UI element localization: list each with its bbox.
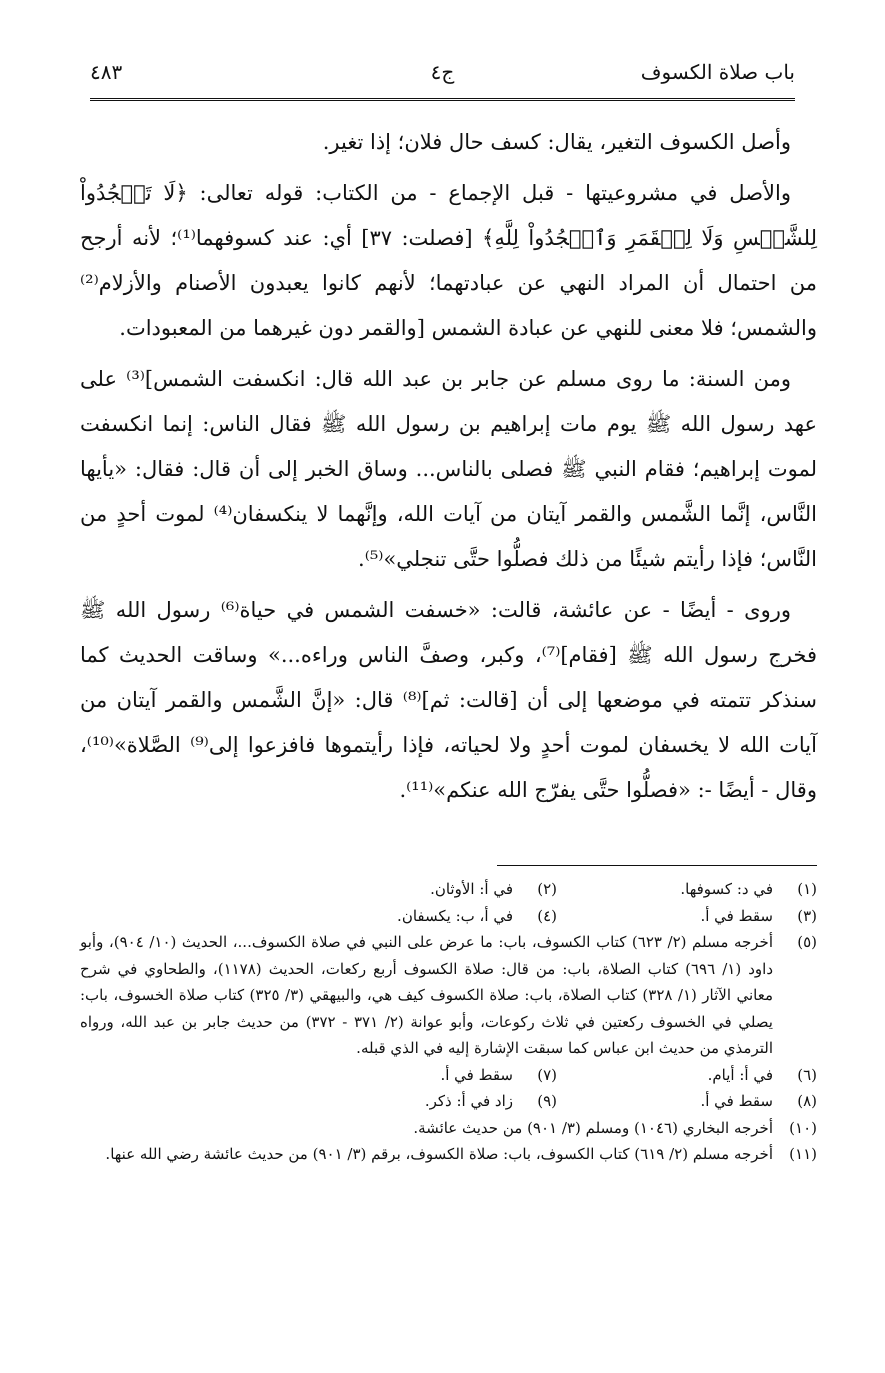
footnote xyxy=(80,1141,817,1168)
footnote-number: (١) xyxy=(797,880,817,898)
footnote xyxy=(557,1062,817,1089)
footnote-row xyxy=(80,1088,817,1115)
footnote-number: (٨) xyxy=(797,1092,817,1110)
paragraph: وأصل الكسوف التغير، يقال: كسف حال فلان؛ إذا تغير. xyxy=(322,130,791,154)
footnote-text: أخرجه مسلم (٢/ ٦٢٣) كتاب الكسوف، باب: ما عرض على النبي في صلاة الكسوف...، الحديث (١٠/ ٩٠٤)، وأبو داود (١/ ٦٩٦) كتاب الصلاة، باب: من قال: صلاة الكسوف أربع ركعات، الحديث (١١٧٨)، والطحاوي في شرح معاني الآثار (١/ ٣٢٨) كتاب الصلاة، باب: صلاة الكسوف كيف هي، والبيهقي (٣/ ٣٢٥) كتاب صلاة الخسوف، باب: يصلي في الخسوف ركعتين في ثلاث ركوعات، وأبو عوانة (٢/ ٣٧١ - ٣٧٢) من حديث جابر بن عبد الله، ورواه الترمذي من حديث ابن عباس كما سبقت الإشارة إليه في الذي قبله. xyxy=(80,933,774,1057)
footnote-number: (٩) xyxy=(537,1092,557,1110)
footnote-separator xyxy=(497,865,817,866)
footnote xyxy=(297,1088,557,1115)
footnote xyxy=(557,1088,817,1115)
footnote-number: (٦) xyxy=(797,1065,817,1084)
footnote xyxy=(557,903,817,930)
running-header xyxy=(90,52,795,101)
paragraph: والأصل في مشروعيتها - قبل الإجماع - من الكتاب: قوله تعالى: ﴿لَا تَسۡجُدُواْ لِلشَّمۡسِ وَلَا لِلۡقَمَرِ وَٱسۡجُدُواْ لِلَّهِ﴾ [فصلت: ٣٧] أي: عند كسوفهما⁽¹⁾؛ لأنه أرجح من احتمال أن المراد النهي عن عبادتهما؛ لأنهم كانوا يعبدون الأصنام والأزلام⁽²⁾ والشمس؛ فلا معنى للنهي عن عبادة الشمس [والقمر دون غيرهما من المعبودات. xyxy=(80,181,818,340)
footnote xyxy=(557,876,817,903)
footnote-row xyxy=(80,876,817,903)
footnote-row xyxy=(80,1062,817,1089)
footnote xyxy=(297,1062,557,1089)
footnote-number: (٢) xyxy=(537,880,557,898)
footnote-number: (٤) xyxy=(537,906,557,925)
footnote xyxy=(80,1115,817,1142)
footnote-text: في د: كسوفها. xyxy=(680,880,773,898)
footnote-number: (١١) xyxy=(789,1145,817,1163)
paragraph: ومن السنة: ما روى مسلم عن جابر بن عبد الله قال: انكسفت الشمس]⁽³⁾ على عهد رسول الله ﷺ يوم مات إبراهيم بن رسول الله ﷺ فقال الناس: إنما انكسفت لموت إبراهيم؛ فقام النبي ﷺ فصلى بالناس... وساق الخبر إلى أن قال: فقال: «يأيها النَّاس، إنَّما الشَّمس والقمر آيتان من آيات الله، وإنَّهما لا ينكسفان⁽⁴⁾ لموت أحدٍ من النَّاس؛ فإذا رأيتم شيئًا من ذلك فصلُّوا حتَّى تنجلي»⁽⁵⁾. xyxy=(80,367,817,571)
footnote xyxy=(297,903,557,930)
footnote-text: سقط في أ. xyxy=(440,1065,513,1084)
footnote-text: سقط في أ. xyxy=(700,1092,773,1110)
volume-label: ج٤ xyxy=(430,60,455,84)
page-number: ٤٨٣ xyxy=(90,60,123,84)
footnote-number: (٣) xyxy=(797,906,817,925)
footnote xyxy=(80,929,817,1062)
footnote-text: في أ، ب: يكسفان. xyxy=(397,906,513,925)
footnote-number: (١٠) xyxy=(789,1118,817,1137)
footnote-text: أخرجه البخاري (١٠٤٦) ومسلم (٣/ ٩٠١) من حديث عائشة. xyxy=(413,1118,773,1137)
footnote-number: (٥) xyxy=(797,933,817,951)
chapter-title: باب صلاة الكسوف xyxy=(640,60,795,84)
paragraph: وروى - أيضًا - عن عائشة، قالت: «خسفت الشمس في حياة⁽⁶⁾ رسول الله ﷺ فخرج رسول الله ﷺ [فقام]⁽⁷⁾، وكبر، وصفَّ الناس وراءه...» وساقت الحديث كما سنذكر تتمته في موضعها إلى أن [قالت: ثم]⁽⁸⁾ قال: «إنَّ الشَّمس والقمر آيتان من آيات الله لا يخسفان لموت أحدٍ ولا لحياته، فإذا رأيتموها فافزعوا إلى⁽⁹⁾ الصَّلاة»⁽¹⁰⁾، وقال - أيضًا -: «فصلُّوا حتَّى يفرّج الله عنكم»⁽¹¹⁾. xyxy=(80,598,818,802)
footnote-row xyxy=(80,903,817,930)
footnote-number: (٧) xyxy=(537,1065,557,1084)
footnote-text: في أ: الأوثان. xyxy=(430,880,513,898)
footnote xyxy=(297,876,557,903)
footnote-text: سقط في أ. xyxy=(700,906,773,925)
footnotes xyxy=(80,876,817,1168)
footnote-text: في أ: أيام. xyxy=(707,1065,773,1084)
footnote-text: أخرجه مسلم (٢/ ٦١٩) كتاب الكسوف، باب: صلاة الكسوف، برقم (٣/ ٩٠١) من حديث عائشة رضي الله عنها. xyxy=(105,1145,773,1163)
main-text xyxy=(80,120,817,819)
footnote-text: زاد في أ: ذكر. xyxy=(424,1092,513,1110)
